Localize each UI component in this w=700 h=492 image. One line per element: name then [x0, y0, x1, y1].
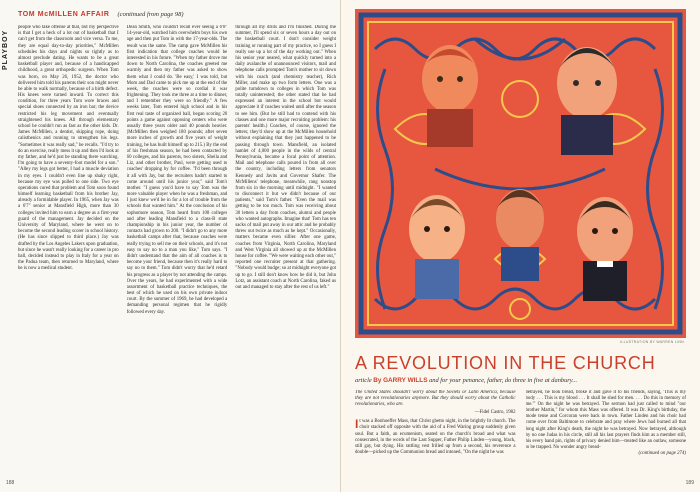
article-opening: [355, 419, 516, 456]
right-page: [341, 0, 700, 492]
portrait-top-left: [422, 45, 478, 147]
byline: [355, 377, 686, 384]
right-text-columns: [355, 390, 686, 480]
text-column-3: through all my drills and I'm finished. During the summer, I'll spend six or seven hours a day out on the basketball court. I don't consider weight training or running part of my practice, so I guess I really use up a lot of the day working out." When his senior year neared, what quickly turned into a daily avalanche of unannounced visitors, mail and telephone calls prompted Tom's mother to sit down with his coach (and chemistry teacher), Rich Miller, and make up two form letters. One was a polite turndown to colleges in which Tom was totally uninterested; the other stated that he had expressed an interest in the school but would appreciate it if coaches waited until after the season to see him. (But he still had to contend with his classes and one more major recruiting problem: his parents' health.) Coaches, of course, ignored the letters; they'd show up at the McMillen household without explaining that they just happened to be passing through town. Mansfield, an isolated hamlet of 4,000 people in the wilds of central Pennsylvania, became a focal point of attention. Mail and telephone calls poured in from all over the country, including letters from senators Kennedy and Javits and Governor Shafer. The McMillens' telephone, meanwhile, rang nonstop from six in the morning until midnight. "I wanted to disconnect it but we didn't because of our patients," said Tom's father. "Even the mail was getting to be too much. Tom was receiving about 30 letters a day from coaches, alumni and people who wanted autographs. Imagine that! Tom has ten sacks of mail put away in our attic and he probably threw out twice as much as he kept." Occasionally, matters became even sillier. After one game, coaches from Virginia, North Carolina, Maryland and West Virginia all showed up at the McMillen house for coffee. "We were waiting each other out," reported one recruiter present at that gathering. "Nobody would budge; so at midnight everyone got up to go. I still don't know how he did it, but John Lotz, an assistant coach at North Carolina, faked us out and managed to stay after the rest of us left.": [235, 25, 337, 290]
opening-text: t was a Bonhoeffer Mass, that Christ ghetto night, in the brightly lit church. The choir stacked off opposite with the aid of a Fred Waring group suddenly given soul. But a faith, an ecumenism, seated on the church's broad and what was consecrated, in the words of the Last Supper, Father Philip Linden—young, black, still gay, but dying. His rattling vest frilled up from a second, his reverence a double—picked up the Communion bread and intoned, "On the night he was: [355, 419, 516, 455]
article-illustration: [355, 9, 686, 338]
running-head-title: TOM McMILLEN AFFAIR: [18, 11, 110, 18]
portrait-bottom-right: [577, 197, 633, 301]
byline-by: By: [373, 377, 382, 384]
page-number-right: 189: [685, 480, 694, 486]
epigraph-attribution: —Fidel Castro, 1982: [474, 410, 516, 416]
article-title: A REVOLUTION IN THE CHURCH: [355, 353, 656, 373]
text-column-2: Dean Smith, who couldn't recall ever seeing a 6'8" 14-year-old, watched him overwhelm boys his own age and then put Tom in with the 17-year-olds. The result was the same. The camp gave McMillen his first indication that college coaches would be interested in his future. "When my father drove me down to North Carolina, the coaches greeted me warmly and then my father was asked to show them what I could do. 'Be easy,' I was told, but Mom and Dad came to pick me up at the end of the week, the coaches were so cordial it was frightening. They took me three at a time to dinner, and I remember they were so friendly." A few weeks later, Tom entered high school and in his first real taste of organized ball, began scoring 20 points a game against opposing centers who were usually three years older and 40 pounds heavier. (McMillen then weighed 180 pounds; after seven more inches of growth and five years of weight training, he has built himself up to 215.) By the end of his freshman season, he had been contacted by 60 colleges, and his parents, two sisters, Sheila and Liz, and other brother, Paul, were getting used to coaches' dropping by for coffee. "I'd been through it all with Jay, but the recruiters hadn't started to come around until his junior year," said Tom's mother. "I guess you'd have to say Tom was the more valuable player when he was a freshman, and I just knew we'd be in for a lot of trouble from the schools that wanted him." At the conclusion of his sophomore season, Tom heard from 108 colleges and after leading Mansfield to a class-B state championship in his junior year, the number of contacts had grown to 200. "I didn't go to any more basketball camps after that, because coaches were really trying to sell me on their schools, and it's not easy to say no to a man you like," Tom says. "I didn't understand that the aim of all coaches is to become your friend, because then it's really hard to say no to them." Tom didn't worry that he'd retard his progress as a player by not attending the camps. Over the years, he had experimented with a wide assortment of basketball practice techniques, the best of which he used on his own private indoor court. By the summer of 1969, he had developed a demanding personal regimen that he rigidly followed every day.: [126, 25, 228, 315]
ornamental-portrait-illustration: [355, 9, 686, 338]
byline-tagline: and for your penance, father, do three in five at danbury...: [429, 377, 578, 384]
left-page: [0, 0, 341, 492]
text-column-1: people who take offense at that, but my perspective is that I get a heck of a lot out of basketball that I can't get from the classroom and vice versa. To me, they are equal day-to-day priorities," McMillen schedules his days and nights so tightly as to almost preclude dating. He wants to be a great basketball player and, because of a handicapped childhood, a great orthopedic surgeon. When Tom was born, on May 26, 1952, the doctor who delivered him told his parents their son might never be able to walk normally, because of a birth defect. His knees were turned inward. To correct this condition, for three years Tom wore braces and special shoes connected by an iron bar; the device restricted his leg movement and eventually straightened his knees. All through elementary school he couldn't run as fast as the other kids. Dr. James McMillen, a dentist, skipping rope, doing calisthenics and running to strengthen his legs. "Sometimes it was really sad," he recalls. "I'd try to do an exercise, really mess it up and then I'd look at my father, and he'd just be standing there watching. I'm going to have a seventy-foot model for a son." "Alley my legs got better, I had a muscle deviation in my eyes. I couldn't even line up shaky right, because my eye was pulled to one side. Two eye operations cured that problem and Tom soon found himself learning basketball from his brother Jay, already a formidable player. In 1965, when Jay was a 6'7" senior at Mansfield High, more than 30 colleges invited him to earn a degree as a first-year guard of the management. Jay decided on the University of Maryland, where he went on to become the second leading scorer in school history. (He has since slipped to third place.) Jay was drafted by the Los Angeles Lakers upon graduation, but since he wasn't really looking for a career in pro ball, decided instead to play in Italy for a year on the Padua team, then returned to Maryland, where he is now a medical student.: [18, 25, 119, 272]
portrait-top-right: [557, 47, 617, 155]
portrait-bottom-left: [409, 195, 465, 299]
byline-prefix: article: [355, 377, 372, 384]
epigraph: The United States shouldn't worry about the Soviets or Latin America, because they are not revolutionaries anymore. But they should worry about the Catholic revolutionaries, who are.: [355, 390, 516, 408]
continued-from-note: (continued from page 98): [117, 11, 184, 18]
drop-cap: I: [355, 417, 359, 432]
page-number-left: 188: [6, 480, 15, 486]
column-2-text: betrayed, he took bread, broke it and gave it to his friends, saying, 'This is my body . . . This is my blood . . . It shall be shed for men. . . . Do this in memory of me.'" On the night he was betrayed. The sermon had just called to mind "our brother Martin," for whom this Mass was offered. It was Dr. King's birthday, the mode tense and Corcoran were back in town. Father Linden and his choir had come over from Baltimore to celebrate and pray where Jews had burned all that long night after King's death, the night he was betrayed. Now betrayed, although by no one Judas in his circle, still all his last prayers finds him as a member still, his every hand pin, rights of privacy denied him—treated like an outlaw, someone to be trapped. No wonder angry bread-: [525, 390, 686, 450]
portrait-bottom-center: [496, 189, 544, 281]
magazine-name-vertical: PLAYBOY: [2, 29, 9, 70]
right-text-column-2: [526, 390, 687, 480]
illustration-credit: ILLUSTRATION BY WARREN LINN: [620, 340, 684, 344]
running-header: [18, 11, 330, 23]
right-text-column-1: [355, 390, 516, 480]
continued-note: (continued on page 274): [638, 450, 686, 456]
byline-author: GARRY WILLS: [383, 377, 428, 384]
left-text-columns: [18, 25, 336, 477]
